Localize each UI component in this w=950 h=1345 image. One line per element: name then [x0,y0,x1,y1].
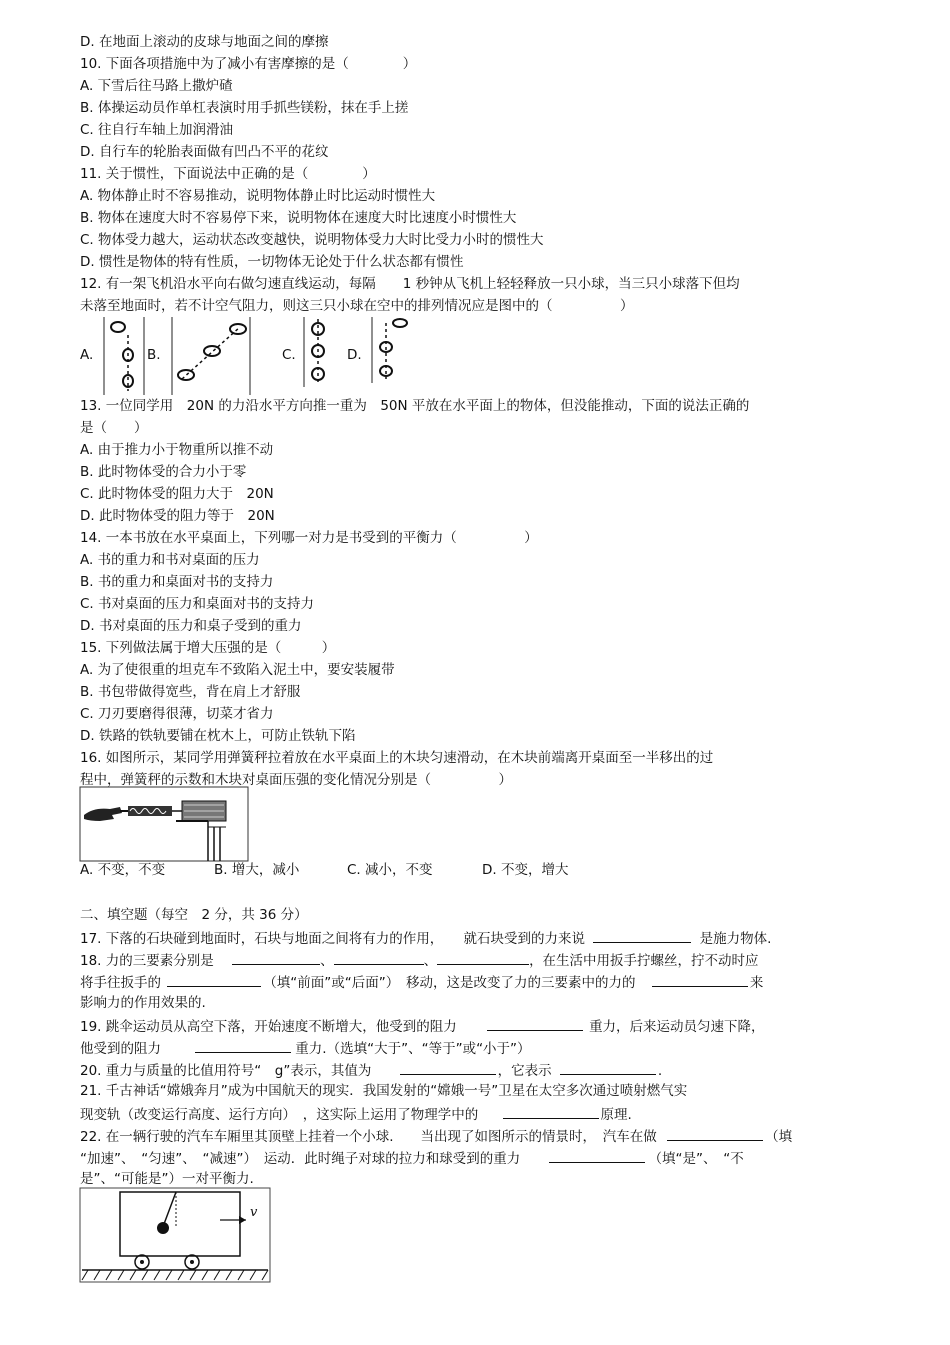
q22-text-2: （填 [765,1129,793,1145]
q12-option-c-label: C. [282,347,296,363]
q18-text-3: 将手往扳手的 [80,975,161,991]
q22-text-3: “加速”、 “匀速”、 “减速”） 运动．此时绳子对球的拉力和球受到的重力 [80,1151,521,1167]
q10-option-c: C. 往自行车轴上加润滑油 [80,122,234,138]
q22-blank-2[interactable] [549,1148,645,1163]
q13-option-b: B. 此时物体受的合力小于零 [80,464,247,480]
q15-option-b: B. 书包带做得宽些，背在肩上才舒服 [80,684,301,700]
q18-blank-4[interactable] [167,972,261,987]
q21-text-1: 21. 千古神话“嫦娥奔月”成为中国航天的现实．我国发射的“嫦娥一号”卫星在太空多次通过喷射燃气实 [80,1083,688,1099]
q18-text-4: （填“前面”或“后面”） 移动，这是改变了力的三要素中的力的 [263,975,636,991]
q16-option-d: D. 不变，增大 [482,862,569,878]
q20-text-1: 20. 重力与质量的比值用符号“ g”表示，其值为 [80,1063,372,1079]
q19-line1 [80,1016,765,1036]
q20-text-3: . [657,1063,663,1079]
q11-option-b: B. 物体在速度大时不容易停下来，说明物体在速度大时比速度小时惯性大 [80,210,517,226]
q13-option-a: A. 由于推力小于物重所以推不动 [80,442,274,458]
q18-text-6: 影响力的作用效果的. [80,995,206,1011]
q20-line [80,1060,662,1080]
q12-figure-d [368,317,423,383]
q18-text-5: 来 [749,975,764,991]
q14-option-b: B. 书的重力和桌面对书的支持力 [80,574,274,590]
q19-line2 [80,1038,531,1058]
q19-text-2: 重力，后来运动员匀速下降， [589,1019,765,1035]
q10-option-d: D. 自行车的轮胎表面做有凹凸不平的花纹 [80,144,329,160]
q22-car-pendulum-figure [80,1188,272,1284]
q14-option-d: D. 书对桌面的压力和桌子受到的重力 [80,618,302,634]
q17-line [80,928,771,948]
q12-figure-c [300,317,340,387]
q16-option-c: C. 减小，不变 [347,862,433,878]
q21-blank-1[interactable] [503,1104,599,1119]
q14-option-a: A. 书的重力和书对桌面的压力 [80,552,260,568]
q11-option-c: C. 物体受力越大，运动状态改变越快，说明物体受力大时比受力小时的惯性大 [80,232,544,248]
q20-blank-2[interactable] [560,1060,656,1075]
q20-blank-1[interactable] [400,1060,496,1075]
q18-blank-5[interactable] [652,972,748,987]
q11-stem: 11. 关于惯性，下面说法中正确的是（ ） [80,166,376,182]
velocity-label: v [250,1205,258,1220]
q21-text-2: 现变轨（改变运行高度、运行方向） ，这实际上运用了物理学中的 [80,1107,479,1123]
q16-spring-scale-figure [80,787,250,863]
q12-figure-a [100,317,148,395]
q11-option-a: A. 物体静止时不容易推动，说明物体静止时比运动时惯性大 [80,188,436,204]
q18-text-1: 18. 力的三要素分别是 [80,953,214,969]
q13-stem-line2: 是（ ） [80,420,148,436]
q16-stem-line2: 程中，弹簧秤的示数和木块对桌面压强的变化情况分别是（ ） [80,772,512,788]
q12-stem-line2: 未落至地面时，若不计空气阻力，则这三只小球在空中的排列情况应是图中的（ ） [80,298,634,314]
q11-option-d: D. 惯性是物体的特有性质，一切物体无论处于什么状态都有惯性 [80,254,464,270]
q18-separator-1: 、 [320,953,334,969]
q22-text-1: 22. 在一辆行驶的汽车车厢里其顶壁上挂着一个小球. 当出现了如图所示的情景时， 汽车在做 [80,1129,657,1145]
q22-text-5: 是”、“可能是”）一对平衡力. [80,1171,254,1187]
q17-text-2: 是施力物体. [699,931,772,947]
q19-text-3: 他受到的阻力 [80,1041,161,1057]
q22-line2 [80,1148,744,1168]
q13-option-c: C. 此时物体受的阻力大于 20N [80,486,274,502]
q20-text-2: ，它表示 [497,1063,552,1079]
q18-line1 [80,950,759,970]
q15-stem: 15. 下列做法属于增大压强的是（ ） [80,640,336,656]
section2-title: 二、填空题（每空 2 分，共 36 分） [80,907,308,923]
q14-stem: 14. 一本书放在水平桌面上，下列哪一对力是书受到的平衡力（ ） [80,530,538,546]
q18-blank-1[interactable] [232,950,320,965]
q13-stem-line1: 13. 一位同学用 20N 的力沿水平方向推一重为 50N 平放在水平面上的物体，但没能推动，下面的说法正确的 [80,398,750,414]
q16-stem-line1: 16. 如图所示，某同学用弹簧秤拉着放在水平桌面上的木块匀速滑动，在木块前端离开桌面至一半移出的过 [80,750,714,766]
q22-blank-1[interactable] [667,1126,763,1141]
q17-blank-1[interactable] [593,928,691,943]
q12-option-a-label: A. [80,347,94,363]
q15-option-a: A. 为了使很重的坦克车不致陷入泥土中，要安装履带 [80,662,395,678]
q16-option-a: A. 不变，不变 [80,862,166,878]
q10-option-a: A. 下雪后往马路上撒炉碴 [80,78,233,94]
q14-option-c: C. 书对桌面的压力和桌面对书的支持力 [80,596,315,612]
q12-figure-b [168,317,253,395]
q15-option-c: C. 刀刃要磨得很薄，切菜才省力 [80,706,274,722]
q18-separator-2: 、 [423,953,438,969]
q21-line2 [80,1104,632,1124]
q13-option-d: D. 此时物体受的阻力等于 20N [80,508,275,524]
q17-text-1: 17. 下落的石块碰到地面时，石块与地面之间将有力的作用， 就石块受到的力来说 [80,931,586,947]
q19-text-1: 19. 跳伞运动员从高空下落，开始速度不断增大，他受到的阻力 [80,1019,457,1035]
q19-blank-2[interactable] [195,1038,291,1053]
q15-option-d: D. 铁路的铁轨要铺在枕木上，可防止铁轨下陷 [80,728,356,744]
q22-text-4: （填“是”、 “不 [648,1151,744,1167]
q19-blank-1[interactable] [487,1016,583,1031]
q16-option-b: B. 增大，减小 [214,862,300,878]
q10-option-b: B. 体操运动员作单杠表演时用手抓些镁粉，抹在手上搓 [80,100,409,116]
q12-stem-line1: 12. 有一架飞机沿水平向右做匀速直线运动，每隔 1 秒钟从飞机上轻轻释放一只小球，当三只小球落下但均 [80,276,740,292]
q21-text-3: 原理. [600,1107,632,1123]
q18-blank-2[interactable] [334,950,424,965]
q12-option-d-label: D. [347,347,362,363]
q9-option-d: D. 在地面上滚动的皮球与地面之间的摩擦 [80,34,329,50]
q18-line2 [80,972,763,992]
q18-blank-3[interactable] [437,950,529,965]
q22-line1 [80,1126,792,1146]
q10-stem: 10. 下面各项措施中为了减小有害摩擦的是（ ） [80,56,417,72]
q18-text-2: ，在生活中用扳手拧螺丝，拧不动时应 [529,953,759,969]
q12-option-b-label: B. [147,347,161,363]
q19-text-4: 重力.（选填“大于”、“等于”或“小于”） [295,1041,531,1057]
